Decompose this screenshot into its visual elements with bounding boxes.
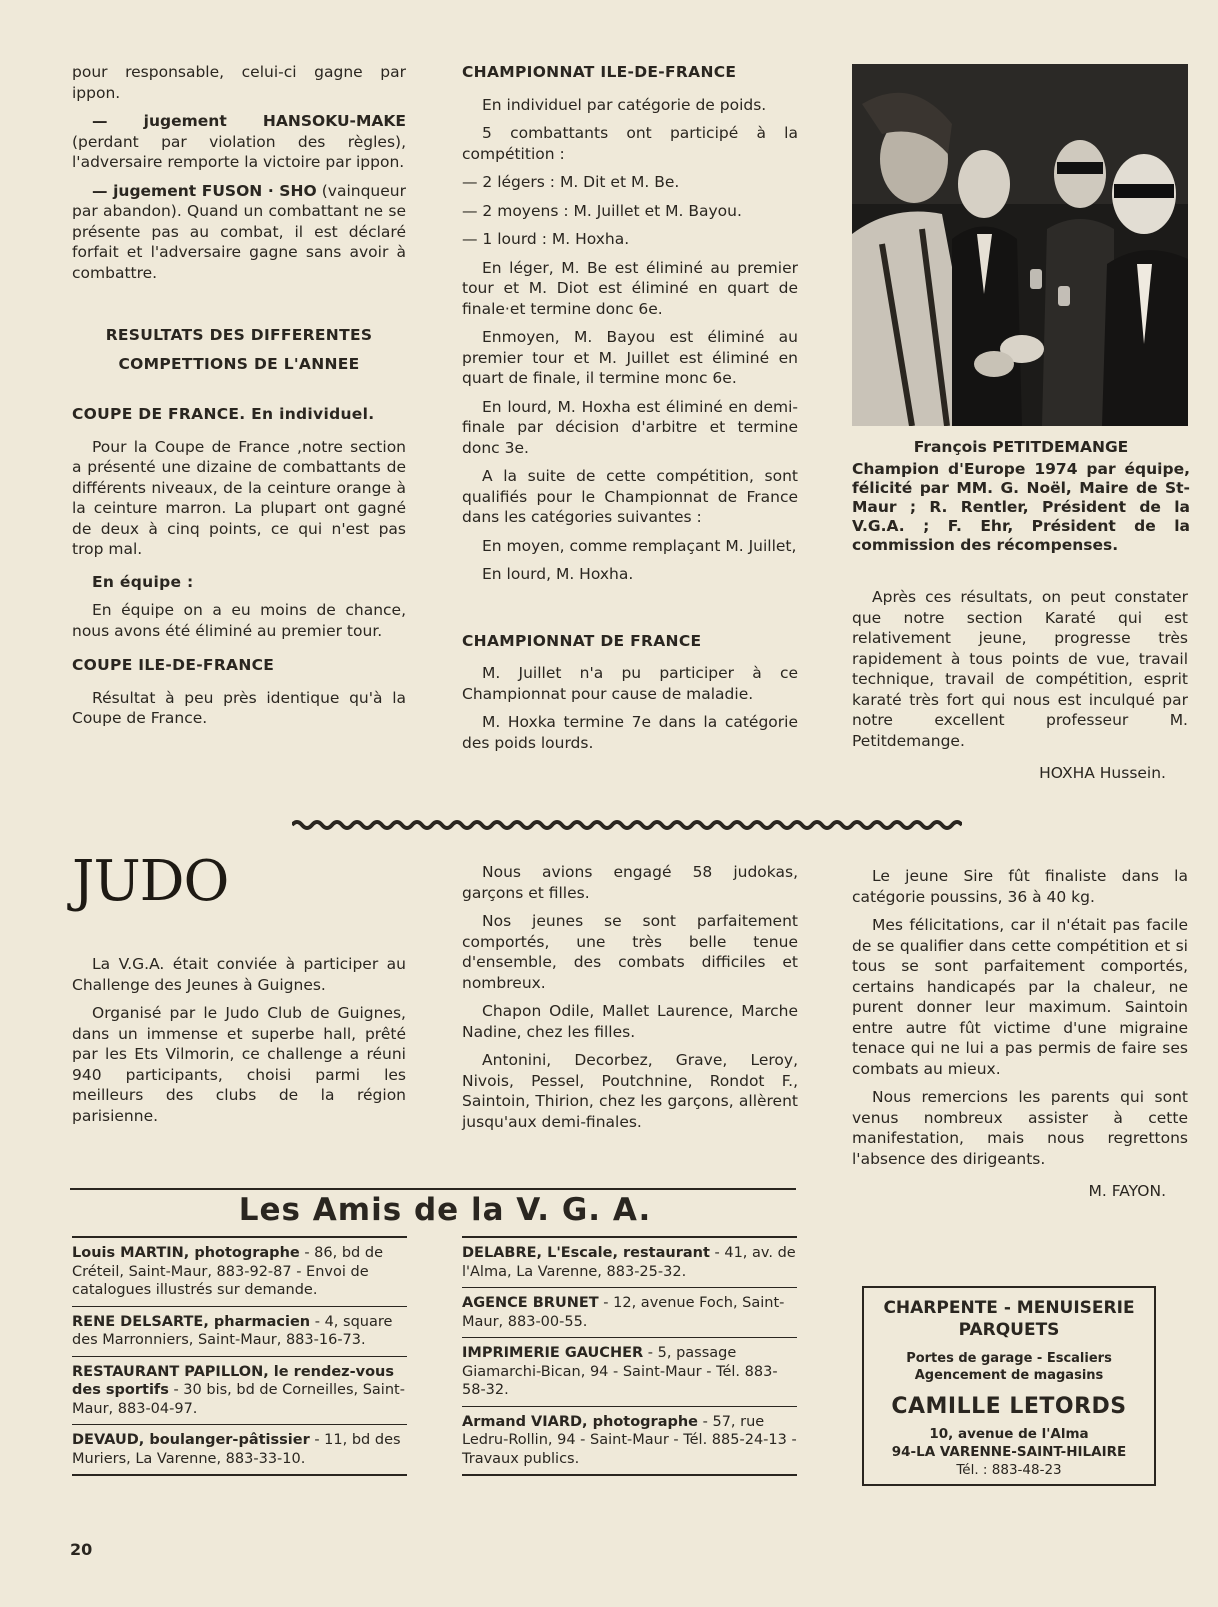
- friend-details: - 57, rue Ledru-Rollin, 94 - Saint-Maur - Tél. 885-24-13 - Travaux publics.: [462, 1413, 797, 1467]
- paragraph: Après ces résultats, on peut constater que notre section Karaté qui est relativement jeune, progresse très rapidement à tous points de vue, travail technique, travail de compétition, esprit karaté très fort qui nous est inculqué par notre excellent professeur M. Petitdemange.: [852, 588, 1188, 750]
- term: — jugement FUSON · SHO: [92, 181, 317, 200]
- friends-left-column: [72, 1236, 407, 1476]
- paragraph: Résultat à peu près identique qu'à la Coupe de France.: [72, 688, 406, 727]
- ad-address: 10, avenue de l'Alma: [929, 1426, 1089, 1442]
- ad-line: Portes de garage - Escaliers: [906, 1351, 1112, 1366]
- friend-name: Armand VIARD, photographe: [462, 1413, 699, 1430]
- advertisement-box: [862, 1286, 1156, 1486]
- paragraph: Pour la Coupe de France ,notre section a présenté une dizaine de combattants de différents niveaux, de la ceinture orange à la ceinture marron. La plupart ont gagné de deux à cinq points, ce qui n'est pas trop mal.: [72, 437, 406, 558]
- award-photo: [852, 64, 1188, 426]
- paragraph: Chapon Odile, Mallet Laurence, Marche Nadine, chez les filles.: [462, 1002, 798, 1041]
- paragraph: En équipe on a eu moins de chance, nous avons été éliminé au premier tour.: [72, 601, 406, 640]
- paragraph: Le jeune Sire fût finaliste dans la catégorie poussins, 36 à 40 kg.: [852, 867, 1188, 906]
- results-heading-line2: COMPETTIONS DE L'ANNEE: [118, 354, 360, 373]
- friends-title: Les Amis de la V. G. A.: [238, 1192, 652, 1228]
- friend-name: DELABRE, L'Escale, restaurant: [462, 1245, 710, 1261]
- list-item: — 2 moyens : M. Juillet et M. Bayou.: [462, 201, 742, 220]
- term: — jugement HANSOKU-MAKE: [92, 112, 406, 130]
- ad-company-name: CAMILLE LETORDS: [891, 1394, 1127, 1419]
- paragraph: La V.G.A. était conviée à participer au Challenge des Jeunes à Guignes.: [72, 955, 406, 994]
- karate-column-1: [72, 62, 406, 737]
- paragraph: Nous avions engagé 58 judokas, garçons et filles.: [462, 863, 798, 902]
- friend-entry: [462, 1407, 797, 1477]
- friend-entry: [462, 1338, 797, 1407]
- paragraph: A la suite de cette compétition, sont qualifiés pour le Championnat de France dans les catégories suivantes :: [462, 467, 798, 526]
- friend-entry: [72, 1425, 407, 1476]
- friend-entry: [462, 1288, 797, 1338]
- wavy-divider: [292, 818, 962, 832]
- friends-section: [70, 1188, 796, 1230]
- friend-entry: [72, 1236, 407, 1307]
- paragraph-fuson: [72, 181, 406, 284]
- friend-details: - 30 bis, bd de Corneilles, Saint-Maur, 883-04-97.: [72, 1382, 405, 1417]
- karate-column-3: [852, 587, 1188, 784]
- page-number: 20: [70, 1540, 93, 1559]
- paragraph: Nous remercions les parents qui sont venus nombreux assister à cette manifestation, mais nous regrettons l'absence des dirigeants.: [852, 1088, 1188, 1168]
- friend-details: - 11, bd des Muriers, La Varenne, 883-33-10.: [72, 1432, 401, 1467]
- paragraph: Antonini, Decorbez, Grave, Leroy, Nivois, Pessel, Poutchnine, Rondot F., Saintoin, Thirion, chez les garçons, allèrent jusqu'aux demi-finales.: [462, 1051, 798, 1131]
- friends-right-column: [462, 1236, 797, 1476]
- photo-illustration: [852, 64, 1188, 426]
- championnat-de-france-heading: CHAMPIONNAT DE FRANCE: [462, 631, 702, 650]
- caption-text: Champion d'Europe 1974 par équipe, félicité par MM. G. Noël, Maire de St-Maur ; R. Rentler, Président de la V.G.A. ; F. Ehr, Président de la commission des récompenses.: [852, 460, 1190, 554]
- paragraph: En individuel par catégorie de poids.: [482, 95, 767, 114]
- term-text: (vainqueur par abandon). Quand un combattant ne se présente pas au combat, il est déclaré forfait et l'adversaire gagne sans avoir à combattre.: [72, 181, 406, 282]
- ad-line: Agencement de magasins: [914, 1368, 1104, 1383]
- caption-name: François PETITDEMANGE: [913, 438, 1129, 456]
- judo-column-1: [72, 954, 406, 1134]
- judo-title: JUDO: [72, 849, 229, 914]
- paragraph: En léger, M. Be est éliminé au premier tour et M. Diot est éliminé en quart de finale·et termine donc 6e.: [462, 258, 798, 318]
- coupe-ile-de-france-heading: COUPE ILE-DE-FRANCE: [72, 656, 275, 674]
- championnat-idf-heading: CHAMPIONNAT ILE-DE-FRANCE: [462, 63, 737, 81]
- friend-name: IMPRIMERIE GAUCHER: [462, 1345, 644, 1361]
- paragraph: Enmoyen, M. Bayou est éliminé au premier tour et M. Juillet est éliminé en quart de finale, il termine monc 6e.: [462, 328, 798, 387]
- paragraph: 5 combattants ont participé à la compétition :: [462, 124, 798, 163]
- ad-city: 94-LA VARENNE-SAINT-HILAIRE: [891, 1444, 1127, 1460]
- friend-name: RESTAURANT PAPILLON, le rendez-vous des sportifs: [72, 1363, 395, 1398]
- list-item: — 1 lourd : M. Hoxha.: [462, 230, 630, 248]
- friend-entry: [72, 1357, 407, 1426]
- friend-name: Louis MARTIN, photographe: [72, 1245, 300, 1261]
- paragraph: M. Juillet n'a pu participer à ce Championnat pour cause de maladie.: [462, 664, 798, 703]
- paragraph: pour responsable, celui-ci gagne par ippon.: [72, 63, 406, 102]
- paragraph: Organisé par le Judo Club de Guignes, dans un immense et superbe hall, prêté par les Ets Vilmorin, ce challenge a réuni 940 participants, choisi parmi les meilleurs des clubs de la région parisienne.: [72, 1004, 406, 1125]
- friend-entry: [462, 1236, 797, 1288]
- paragraph: Nos jeunes se sont parfaitement comportés, une très belle tenue d'ensemble, des combats difficiles et nombreux.: [462, 912, 798, 992]
- paragraph: En lourd, M. Hoxha est éliminé en demi-finale par décision d'arbitre et termine donc 3e.: [462, 397, 798, 457]
- signature: M. FAYON.: [1088, 1182, 1166, 1200]
- paragraph-hansoku: [72, 111, 406, 173]
- judo-column-2: [462, 862, 798, 1140]
- photo-caption: [852, 438, 1190, 555]
- results-heading-line1: RESULTATS DES DIFFERENTES: [105, 326, 373, 344]
- friend-name: AGENCE BRUNET: [462, 1295, 599, 1311]
- friend-name: RENE DELSARTE, pharmacien: [72, 1313, 311, 1330]
- friend-details: - 4, square des Marronniers, Saint-Maur, 883-16-73.: [72, 1313, 393, 1348]
- friend-details: - 5, passage Giamarchi-Bican, 94 - Saint-Maur - Tél. 883-58-32.: [462, 1345, 778, 1398]
- friend-entry: [72, 1307, 407, 1357]
- signature: HOXHA Hussein.: [1039, 764, 1166, 782]
- judo-column-3: [852, 866, 1188, 1202]
- ad-line: CHARPENTE - MENUISERIE: [883, 1298, 1135, 1318]
- friend-details: - 12, avenue Foch, Saint-Maur, 883-00-55.: [462, 1295, 785, 1330]
- coupe-de-france-heading: COUPE DE FRANCE. En individuel.: [72, 405, 375, 423]
- ad-line: PARQUETS: [958, 1320, 1060, 1340]
- equipe-heading: En équipe :: [92, 572, 194, 591]
- term-text: (perdant par violation des règles), l'adversaire remporte la victoire par ippon.: [72, 132, 406, 171]
- paragraph: En lourd, M. Hoxha.: [482, 565, 634, 583]
- paragraph: En moyen, comme remplaçant M. Juillet,: [482, 536, 797, 555]
- friend-details: - 41, av. de l'Alma, La Varenne, 883-25-32.: [462, 1245, 796, 1280]
- paragraph: Mes félicitations, car il n'était pas facile de se qualifier dans cette compétition et si tous se sont parfaitement comportés, certains handicapés par la chaleur, ne purent donner leur maximum. Saintoin entre autre fût victime d'une migraine tenace qui ne lui a pas permis de faire ses combats au mieux.: [852, 916, 1188, 1078]
- paragraph: M. Hoxka termine 7e dans la catégorie des poids lourds.: [462, 713, 798, 752]
- karate-column-2: [462, 62, 798, 761]
- friend-name: DEVAUD, boulanger-pâtissier: [72, 1432, 310, 1448]
- friend-details: - 86, bd de Créteil, Saint-Maur, 883-92-87 - Envoi de catalogues illustrés sur demande.: [72, 1245, 383, 1298]
- list-item: — 2 légers : M. Dit et M. Be.: [462, 173, 680, 191]
- ad-phone: Tél. : 883-48-23: [956, 1462, 1062, 1478]
